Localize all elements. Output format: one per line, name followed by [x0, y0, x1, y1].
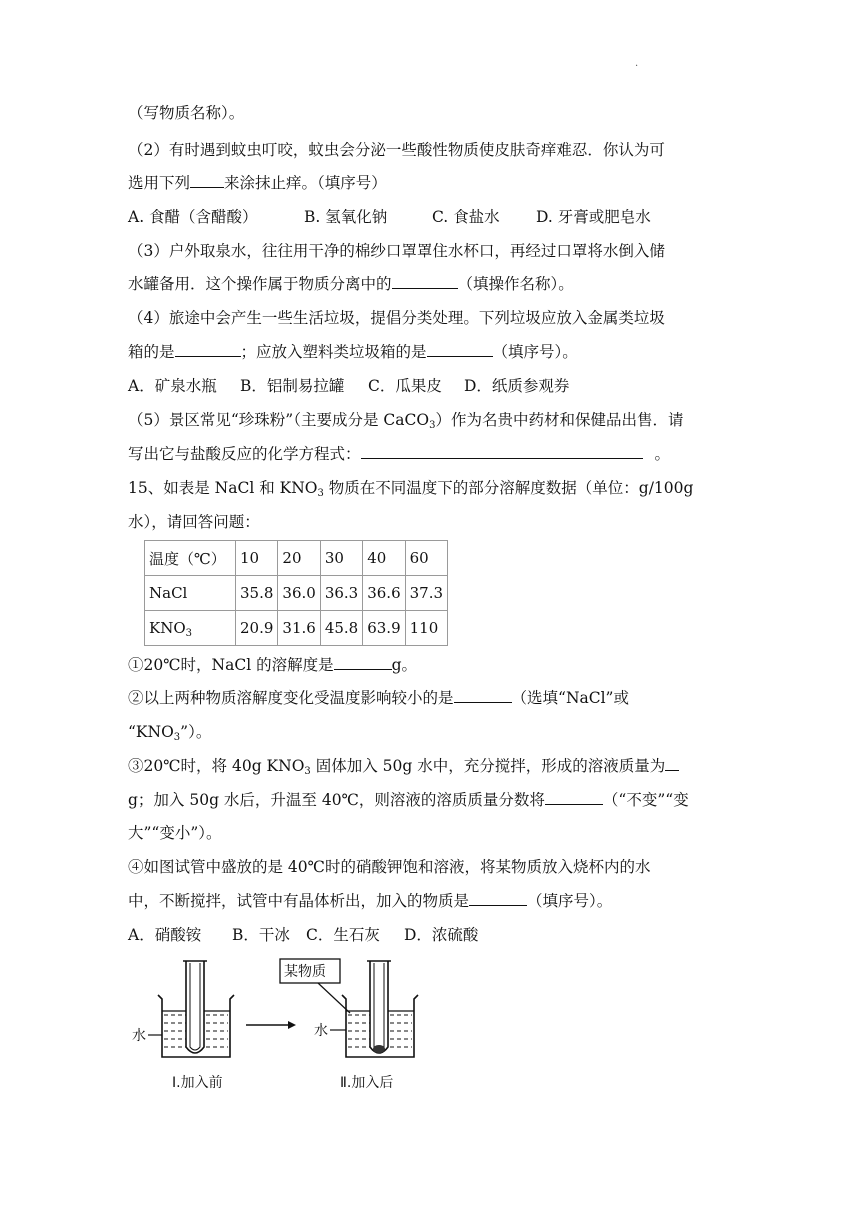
table-cell: 45.8	[320, 611, 362, 646]
table-header-cell: 10	[236, 541, 278, 576]
text: （“不变”“变	[602, 791, 689, 809]
subquestion-3-line-2	[128, 790, 689, 810]
substance-callout	[280, 959, 350, 1013]
table-header-cell: 30	[320, 541, 362, 576]
question-15-line-2	[128, 512, 260, 532]
subquestion-1	[128, 655, 417, 675]
text: （4）旅途中会产生一些生活垃圾，提倡分类处理。下列垃圾应放入金属类垃圾	[128, 309, 665, 327]
text: 来涂抹止痒。（填序号）	[224, 174, 387, 192]
option-c: C. 食盐水	[432, 208, 500, 226]
text: NaCl	[149, 584, 188, 602]
subscript: 3	[429, 420, 436, 431]
question-3-line-2	[128, 274, 574, 294]
option-d: D．纸质参观券	[464, 377, 570, 395]
question-5-line-1	[128, 410, 683, 430]
table-header-cell: 温度（℃）	[145, 541, 236, 576]
text: KNO	[149, 619, 186, 637]
option-b: B．铝制易拉罐	[240, 377, 345, 395]
answer-blank[interactable]	[190, 173, 224, 188]
option-a: A．硝酸铵	[128, 926, 202, 944]
table-cell: 37.3	[405, 576, 447, 611]
question-15-line-1	[128, 478, 693, 498]
test-tube-before	[183, 961, 207, 1053]
text: 选用下列	[128, 174, 191, 192]
subquestion-3-line-3	[128, 823, 222, 843]
table-row	[145, 611, 448, 646]
text: 固体加入 50g 水中，充分搅拌，形成的溶液质量为	[310, 757, 666, 775]
solubility-table	[144, 540, 448, 646]
text: （5）景区常见“珍珠粉”（主要成分是 CaCO	[128, 411, 430, 429]
substance-label: 某物质	[284, 964, 326, 980]
arrow-icon	[246, 1021, 296, 1029]
text: （填序号）。	[527, 892, 613, 910]
text: ①20℃时，NaCl 的溶解度是	[128, 656, 334, 674]
question-3-line-1	[128, 241, 665, 261]
answer-blank[interactable]	[392, 274, 458, 289]
table-header-cell: 60	[405, 541, 447, 576]
text: 15、如表是 NaCl 和 KNO	[128, 479, 318, 497]
line-substance-name	[128, 103, 244, 123]
text: （2）有时遇到蚊虫叮咬，蚊虫会分泌一些酸性物质使皮肤奇痒难忍．你认为可	[128, 141, 665, 159]
answer-blank[interactable]	[665, 756, 679, 771]
subquestion-2-line-2	[128, 722, 211, 742]
answer-blank[interactable]	[545, 790, 603, 805]
question-5-line-2	[128, 444, 670, 464]
subscript: 3	[173, 732, 181, 743]
text: 大”“变小”）。	[128, 824, 222, 842]
experiment-figure	[128, 955, 438, 1095]
water-label-right: 水	[314, 1023, 328, 1039]
question-2-line-2	[128, 173, 387, 193]
table-row-label	[145, 576, 236, 611]
text: ④如图试管中盛放的是 40℃时的硝酸钾饱和溶液，将某物质放入烧杯内的水	[128, 858, 651, 876]
answer-blank-plastic[interactable]	[427, 342, 493, 357]
table-row	[145, 576, 448, 611]
caption-after: Ⅱ.加入后	[340, 1075, 394, 1091]
option-b: B. 氢氧化钠	[304, 208, 388, 226]
question-4-line-2	[128, 342, 578, 362]
equation-blank[interactable]	[361, 444, 643, 459]
subquestion-2-line-1	[128, 688, 629, 708]
subquestion-3-line-1	[128, 756, 679, 776]
crystal-icon	[373, 1045, 385, 1053]
table-cell: 36.0	[278, 576, 320, 611]
subscript: 3	[317, 488, 324, 499]
subscript: 3	[185, 628, 193, 639]
option-d: D. 牙膏或肥皂水	[536, 208, 651, 226]
option-c: C．瓜果皮	[368, 377, 442, 395]
table-header-row	[145, 541, 448, 576]
text: ；应放入塑料类垃圾箱的是	[240, 343, 427, 361]
table-cell: 63.9	[363, 611, 405, 646]
table-cell: 31.6	[278, 611, 320, 646]
subquestion-4-line-2	[128, 891, 612, 911]
text: “KNO	[128, 723, 174, 741]
subscript: 3	[304, 766, 311, 777]
text: ）作为名贵中药材和保健品出售．请	[435, 411, 684, 429]
table-row-label	[145, 611, 236, 646]
option-a: A．矿泉水瓶	[128, 377, 217, 395]
text: （3）户外取泉水，往往用干净的棉纱口罩罩住水杯口，再经过口罩将水倒入储	[128, 242, 665, 260]
table-header-cell: 40	[363, 541, 405, 576]
text: 水），请回答问题：	[128, 513, 260, 531]
answer-blank[interactable]	[469, 891, 527, 906]
text: （填操作名称）。	[457, 275, 574, 293]
question-4-line-1	[128, 308, 665, 328]
text: 水罐备用．这个操作属于物质分离中的	[128, 275, 392, 293]
caption-before: Ⅰ.加入前	[172, 1075, 223, 1091]
text: g。	[391, 656, 418, 674]
table-cell: 36.6	[363, 576, 405, 611]
text: ”）。	[180, 723, 212, 741]
subquestion-4-line-1	[128, 857, 651, 877]
text: ③20℃时，将 40g KNO	[128, 757, 305, 775]
question-4-options	[128, 376, 569, 396]
text: 。	[654, 445, 671, 463]
answer-blank[interactable]	[454, 688, 512, 703]
table-cell: 35.8	[236, 576, 278, 611]
text: （选填“NaCl”或	[511, 689, 629, 707]
table-cell: 110	[405, 611, 447, 646]
test-tube-after	[367, 961, 391, 1053]
option-a: A. 食醋（含醋酸）	[128, 208, 258, 226]
answer-blank[interactable]	[334, 655, 392, 670]
question-2-options	[128, 207, 651, 227]
text: g；加入 50g 水后，升温至 40℃，则溶液的溶质质量分数将	[128, 791, 545, 809]
option-c: C．生石灰	[306, 926, 380, 944]
option-b: B．干冰	[232, 926, 290, 944]
subquestion-4-options	[128, 925, 478, 945]
table-cell: 36.3	[320, 576, 362, 611]
table-header-cell: 20	[278, 541, 320, 576]
table-cell: 20.9	[236, 611, 278, 646]
text: 写出它与盐酸反应的化学方程式：	[128, 445, 361, 463]
header-dot: .	[635, 58, 639, 69]
text: 箱的是	[128, 343, 175, 361]
water-label-left: 水	[132, 1028, 146, 1044]
text: （填序号）。	[492, 343, 578, 361]
text: 中，不断搅拌，试管中有晶体析出，加入的物质是	[128, 892, 470, 910]
text: （写物质名称）。	[128, 104, 245, 122]
answer-blank-metal[interactable]	[175, 342, 241, 357]
text: ②以上两种物质溶解度变化受温度影响较小的是	[128, 689, 454, 707]
option-d: D．浓硫酸	[404, 926, 479, 944]
question-2-line-1	[128, 140, 665, 160]
text: 物质在不同温度下的部分溶解度数据（单位：g/100g	[323, 479, 694, 497]
